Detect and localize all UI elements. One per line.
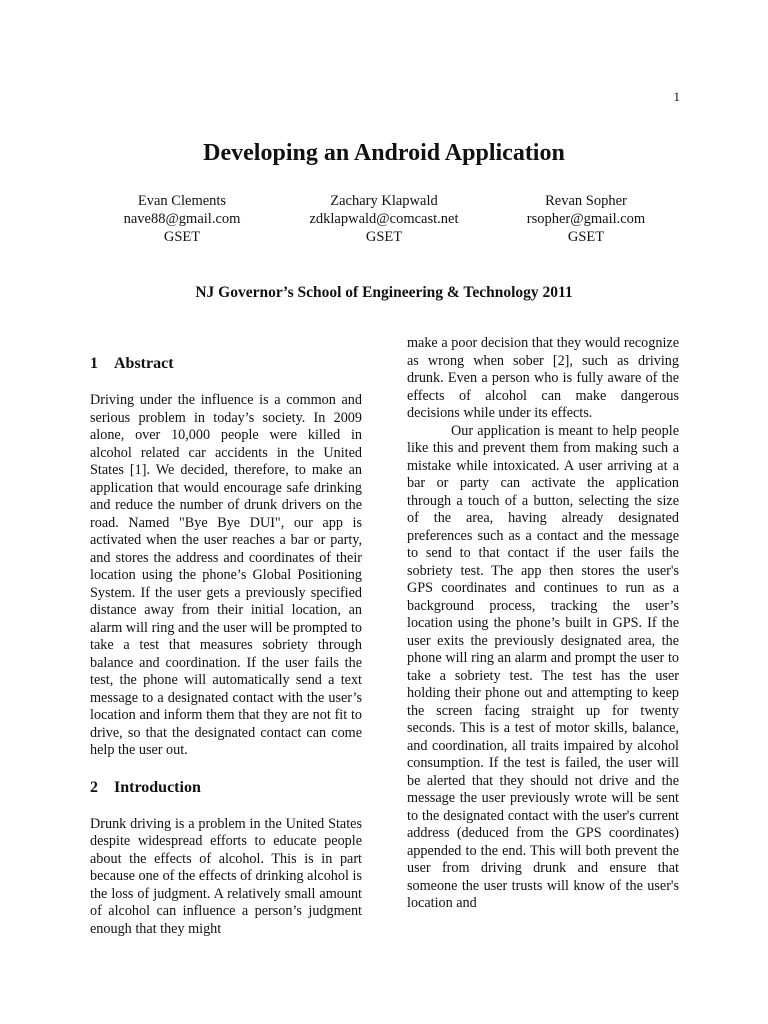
- conference-title: NJ Governor’s School of Engineering & Technology 2011: [195, 284, 573, 301]
- left-column: [90, 335, 362, 938]
- abstract-number: 1: [90, 355, 98, 372]
- introduction-number: 2: [90, 778, 98, 796]
- author-2-email: zdklapwald@comcast.net: [309, 211, 459, 227]
- introduction-heading: [90, 778, 362, 798]
- paper-title: Developing an Android Application: [203, 140, 565, 166]
- abstract-paragraph: Driving under the influence is a common and serious problem in today’s society. In 2009 alone, over 10,000 people were killed in alcohol related car accidents in the United States [1]. We decided, therefore, to make an application that would encourage safe drinking and reduce the number of drunk drivers on the road. Named "Bye Bye DUI", our app is activated when the user reaches a bar or party, and stores the address and coordinates of their location using the phone’s Global Positioning System. If the user gets a previously specified distance away from their initial location, an alarm will ring and the user will be prompted to take a test that measures sobriety through balance and coordination. If the user fails the test, the phone will automatically send a text message to a designated contact with the user’s location and inform them that they are not fit to drive, so that the designated contact can come help the user out.: [90, 392, 362, 758]
- right-column: [407, 335, 679, 913]
- introduction-paragraph-right: Our application is meant to help people like this and prevent them from making such a mistake while intoxicated. A user arriving at a bar or party can activate the application through a touch of a button, selecting the size of the area, having already designated preferences such as a contact and the message to send to that contact if the user fails the sobriety test. The app then stores the user's GPS coordinates and continues to run as a background process, tracking the user’s location using the phone’s built in GPS. If the user exits the previously designated area, the phone will ring an alarm and prompt the user to take a sobriety test. The test has the user holding their phone out and attempting to keep the screen facing straight up for twenty seconds. This is a test of motor skills, balance, and coordination, all traits impaired by alcohol consumption. If the test is failed, the user will be alerted that they should not drive and the message the user previously wrote will be sent to the designated contact with the user's current address (deduced from the GPS coordinates) appended to the end. This will both prevent the user from driving drunk and ensure that someone the user trusts will know of the user's location and: [407, 422, 679, 911]
- author-3-email: rsopher@gmail.com: [526, 211, 646, 227]
- introduction-heading-text: Introduction: [114, 778, 201, 796]
- author-3-name: Revan Sopher: [545, 193, 627, 209]
- author-3: [466, 192, 706, 246]
- author-2-name: Zachary Klapwald: [330, 193, 438, 209]
- abstract-heading-text: Abstract: [114, 355, 174, 372]
- author-1-email: nave88@gmail.com: [123, 211, 241, 227]
- introduction-continued-paragraph: make a poor decision that they would recognize as wrong when sober [2], such as driving drunk. Even a person who is fully aware of the effects of alcohol can make dangerous decisions while under its effects.: [407, 335, 679, 421]
- author-3-affiliation: GSET: [567, 229, 605, 245]
- author-2-affiliation: GSET: [365, 229, 403, 245]
- author-1-name: Evan Clements: [137, 193, 227, 209]
- introduction-paragraph-left: Drunk driving is a problem in the United States despite widespread efforts to educate people about the effects of alcohol. This is in part because one of the effects of drinking alcohol is the loss of judgment. A relatively small amount of alcohol can influence a person’s judgment enough that they might: [90, 815, 362, 937]
- abstract-heading: [90, 354, 362, 374]
- page-number: 1: [673, 89, 680, 104]
- author-1-affiliation: GSET: [163, 229, 201, 245]
